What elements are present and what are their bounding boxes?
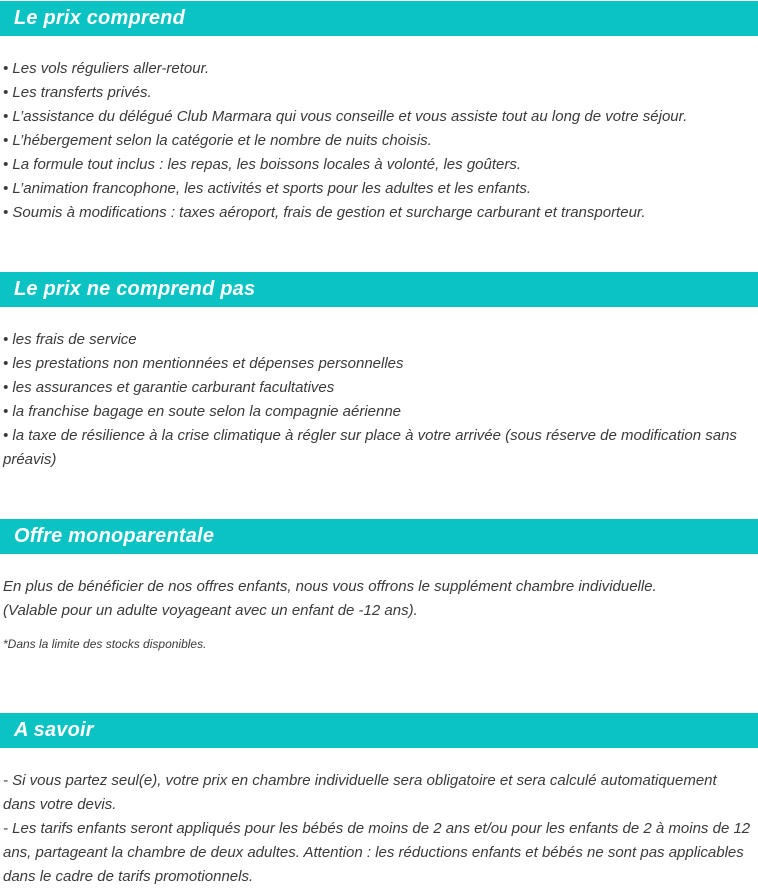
travel-price-info-page [0,1,758,889]
paragraph: - Si vous partez seul(e), votre prix en chambre individuelle sera obligatoire et sera calculé automatiquement dans votre devis. [3,772,717,813]
section-price-excludes [0,272,758,472]
section-single-parent-offer [0,519,758,652]
section-content [0,554,758,652]
section-header-bar [0,519,758,554]
list-item: • Les vols réguliers aller-retour. [3,60,210,77]
footnote: *Dans la limite des stocks disponibles. [3,637,207,651]
list-item: • La formule tout inclus : les repas, les boissons locales à volonté, les goûters. [3,156,522,173]
section-title: Le prix comprend [14,7,186,29]
list-item: • la taxe de résilience à la crise climatique à régler sur place à votre arrivée (sous réserve de modification sans préavis) [3,427,737,468]
list-item: • Les transferts privés. [3,84,152,101]
list-item: • les frais de service [3,331,137,348]
paragraph: En plus de bénéficier de nos offres enfants, nous vous offrons le supplément chambre individuelle. [3,578,657,595]
section-price-includes [0,1,758,225]
section-title: Offre monoparentale [14,525,215,547]
list-item: • la franchise bagage en soute selon la compagnie aérienne [3,403,402,420]
paragraph: - Les tarifs enfants seront appliqués pour les bébés de moins de 2 ans et/ou pour les enfants de 2 à moins de 12 ans, partageant la chambre de deux adultes. Attention : les réductions enfants et bébés ne sont pas applicables dans le cadre de tarifs promotionnels. [3,820,751,885]
section-content [0,36,758,225]
section-header-bar [0,713,758,748]
section-header-bar [0,1,758,36]
list-item: • L’assistance du délégué Club Marmara qui vous conseille et vous assiste tout au long de votre séjour. [3,108,688,125]
list-item: • L’hébergement selon la catégorie et le nombre de nuits choisis. [3,132,432,149]
section-title: Le prix ne comprend pas [14,278,256,300]
list-item: • L’animation francophone, les activités et sports pour les adultes et les enfants. [3,180,532,197]
section-title: A savoir [14,719,94,741]
section-content [0,748,758,889]
section-good-to-know [0,713,758,889]
paragraph: (Valable pour un adulte voyageant avec un enfant de -12 ans). [3,602,418,619]
section-content [0,307,758,472]
list-item: • les prestations non mentionnées et dépenses personnelles [3,355,404,372]
section-header-bar [0,272,758,307]
list-item: • Soumis à modifications : taxes aéroport, frais de gestion et surcharge carburant et transporteur. [3,204,646,221]
list-item: • les assurances et garantie carburant facultatives [3,379,335,396]
